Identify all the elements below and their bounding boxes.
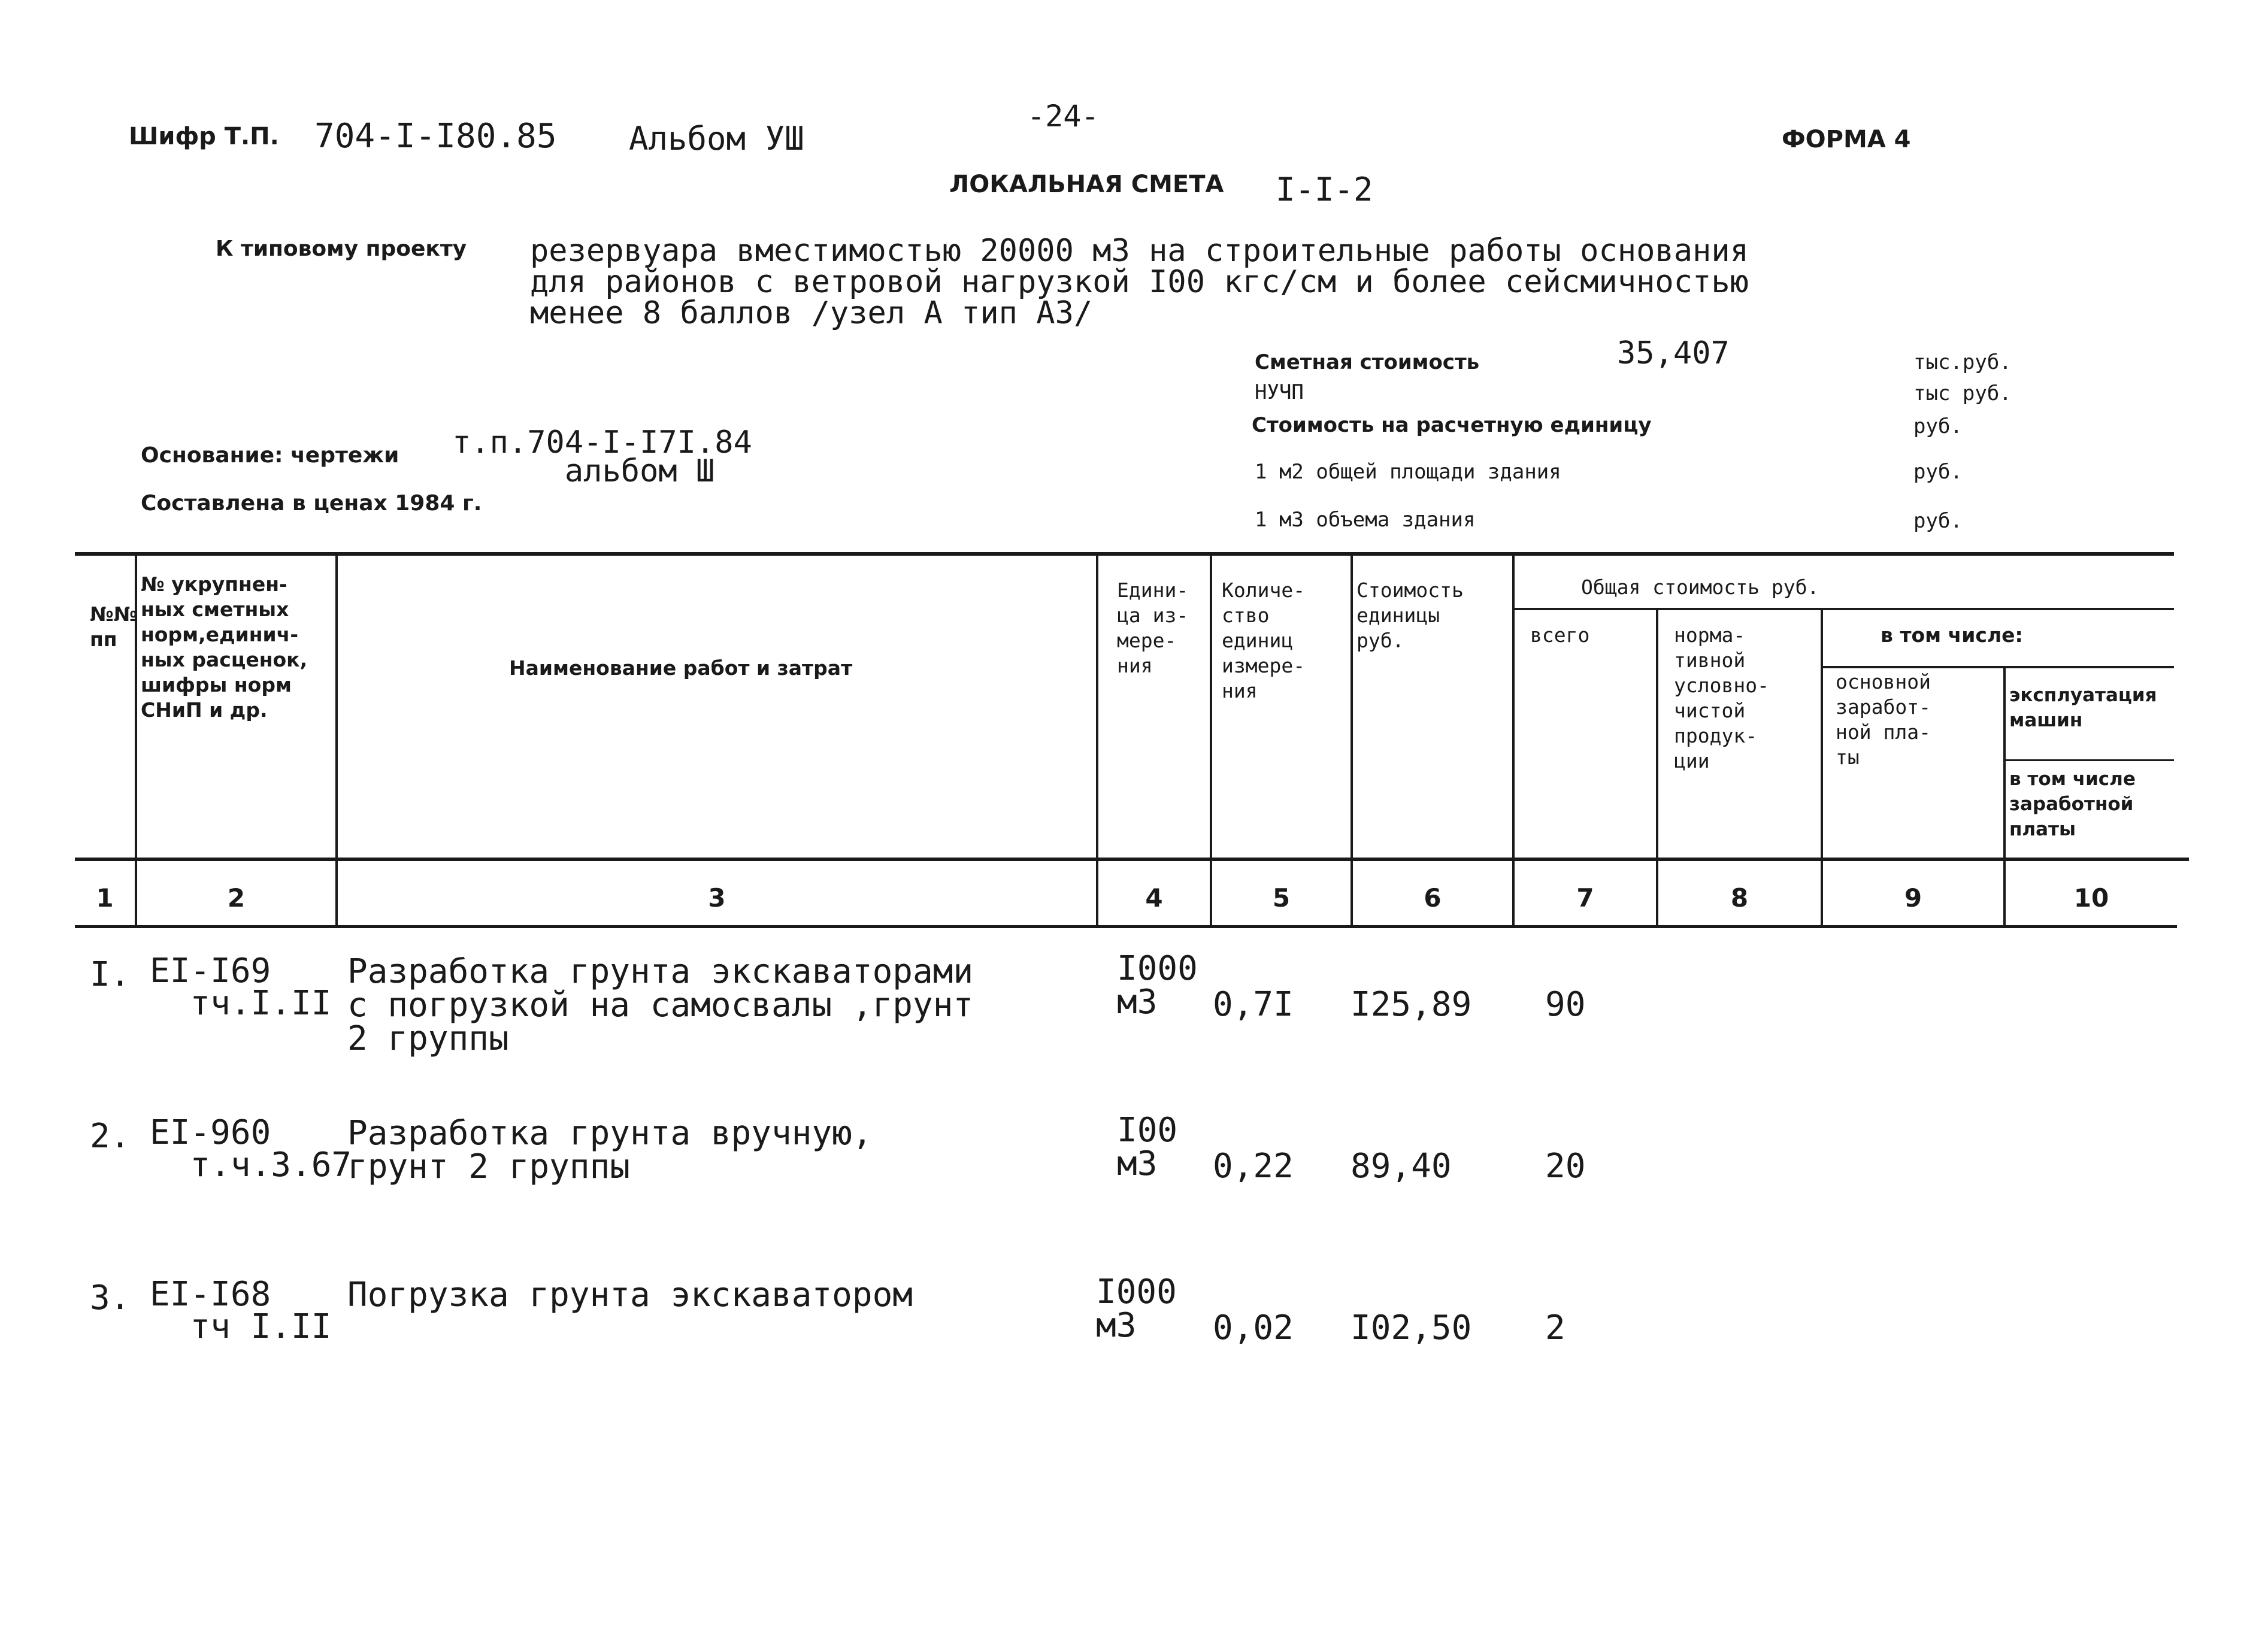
header-col-5: Количе- ство единиц измере- ния: [1222, 578, 1306, 702]
smetnaya-unit: тыс.руб.: [1913, 350, 2012, 374]
header-col-2: № укрупнен- ных сметных норм,единич- ных расценок, шифры норм СНиП и др.: [141, 572, 308, 722]
row-unit: I000 м3: [1117, 949, 1198, 1022]
col-divider-2: [335, 554, 338, 928]
row-code: EI-960 т.ч.3.67: [150, 1113, 352, 1184]
row-work-name: Разработка грунта вручную, грунт 2 группы: [347, 1114, 873, 1186]
header-col-10-top: эксплуатация машин: [2009, 684, 2157, 731]
machines-line: [2003, 759, 2174, 761]
row-number: 2.: [90, 1117, 131, 1156]
osnov-label: Основание: чертежи: [141, 443, 399, 468]
smetnaya-label: Сметная стоимость: [1255, 350, 1480, 374]
header-group-total: Общая стоимость руб.: [1581, 575, 1819, 599]
smeta-title: ЛОКАЛЬНАЯ СМЕТА: [949, 171, 1224, 198]
column-number: 8: [1730, 883, 1749, 913]
header-bottom-line: [75, 858, 2189, 861]
row-work-name: Разработка грунта экскаваторами с погрузкой на самосвалы ,грунт 2 группы: [347, 952, 974, 1058]
col-divider-3: [1096, 554, 1098, 928]
header-col-6: Стоимость единицы руб.: [1356, 578, 1464, 652]
col-divider-8: [1821, 608, 1823, 928]
nuchp-unit: тыс руб.: [1913, 381, 2012, 405]
header-col-8: норма- тивной условно- чистой продук- ции: [1674, 623, 1769, 772]
column-number: 5: [1272, 883, 1291, 913]
header-col-1: №№ пп: [90, 602, 138, 651]
row-unit-price: I25,89: [1350, 985, 1472, 1024]
row-total: 20: [1545, 1147, 1586, 1186]
row-code: EI-I68 тч I.II: [150, 1275, 332, 1346]
album-label: Альбом УШ: [629, 120, 804, 157]
header-col-3: Наименование работ и затрат: [509, 656, 853, 680]
header-col-9: основной заработ- ной пла- ты: [1836, 670, 1931, 769]
column-number: 6: [1424, 883, 1442, 913]
nuchp-label: НУЧП: [1255, 380, 1304, 404]
row-work-name: Погрузка грунта экскаватором: [347, 1276, 913, 1314]
colnum-bottom-line: [75, 925, 2177, 928]
smeta-number: I-I-2: [1276, 171, 1373, 208]
m3-unit: руб.: [1913, 509, 1963, 533]
row-unit-price: I02,50: [1350, 1308, 1472, 1347]
k-proektu-label: К типовому проекту: [216, 237, 467, 261]
m3-label: 1 м3 объема здания: [1255, 508, 1476, 532]
column-number: 2: [227, 883, 246, 913]
raschet-unit: руб.: [1913, 414, 1963, 438]
smetnaya-value: 35,407: [1617, 335, 1730, 371]
row-code: EI-I69 тч.I.II: [150, 952, 332, 1023]
shifr-number: 704-I-I80.85: [314, 117, 557, 156]
page-number: -24-: [1027, 99, 1100, 134]
row-quantity: 0,02: [1213, 1308, 1294, 1347]
header-col-4: Едини- ца из- мере- ния: [1117, 578, 1189, 677]
m2-label: 1 м2 общей площади здания: [1255, 460, 1561, 484]
row-unit: I000 м3: [1096, 1273, 1177, 1345]
shifr-label: Шифр Т.П.: [129, 123, 279, 150]
m2-unit: руб.: [1913, 460, 1963, 484]
col-divider-5: [1350, 554, 1353, 928]
column-number: 9: [1904, 883, 1922, 913]
row-unit-price: 89,40: [1350, 1147, 1452, 1186]
col-divider-7: [1656, 608, 1658, 928]
forma-label: ФОРМА 4: [1782, 126, 1911, 153]
raschet-label: Стоимость на расчетную единицу: [1252, 413, 1652, 437]
project-description: резервуара вместимостью 20000 м3 на строительные работы основания для районов с ветровой нагрузкой I00 кгс/см и более сейсмичностью менее 8 баллов /узел А тип А3/: [530, 233, 1749, 331]
sostavlena-label: Составлена в ценах 1984 г.: [141, 491, 482, 516]
group-incl-line: [1821, 666, 2174, 668]
table-top-line: [75, 552, 2174, 556]
column-number: 4: [1145, 883, 1163, 913]
col-divider-4: [1210, 554, 1212, 928]
row-total: 2: [1545, 1308, 1566, 1347]
row-number: 3.: [90, 1278, 131, 1317]
column-number: 10: [2073, 883, 2109, 913]
group-total-line: [1512, 608, 2174, 610]
column-number: 3: [708, 883, 726, 913]
row-number: I.: [90, 955, 131, 994]
row-unit: I00 м3: [1117, 1111, 1178, 1183]
column-number: 1: [96, 883, 114, 913]
header-group-incl: в том числе:: [1881, 623, 2023, 647]
header-col-10-bottom: в том числе заработной платы: [2009, 768, 2136, 840]
row-quantity: 0,7I: [1213, 985, 1294, 1024]
column-number: 7: [1576, 883, 1594, 913]
row-total: 90: [1545, 985, 1586, 1024]
osnov-value: т.п.704-I-I7I.84 альбом Ш: [452, 425, 752, 489]
header-col-7: всего: [1530, 623, 1590, 647]
col-divider-6: [1512, 554, 1515, 928]
row-quantity: 0,22: [1213, 1147, 1294, 1186]
